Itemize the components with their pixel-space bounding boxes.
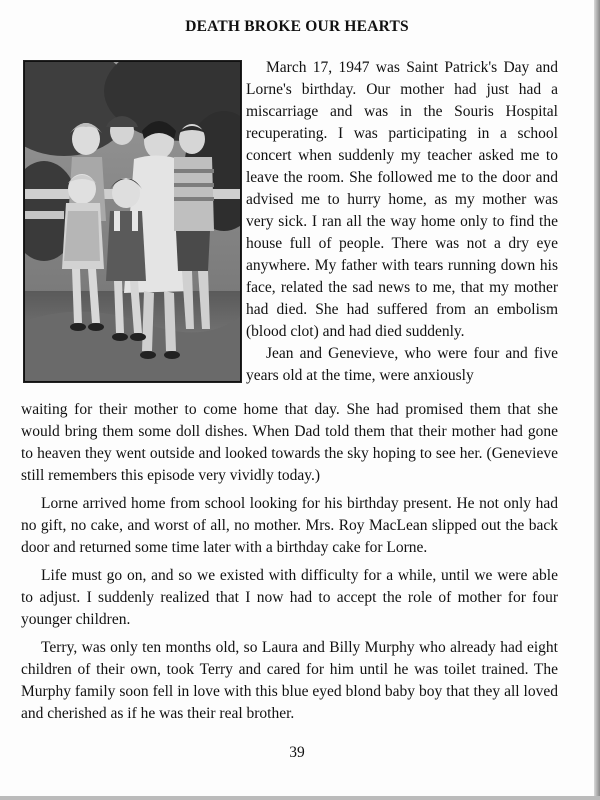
family-photo-drawing [24, 61, 241, 382]
paragraph-2-start: Jean and Genevieve, who were four and five years old at the time, were anxiously [246, 345, 558, 384]
wrapped-text-block [246, 57, 558, 387]
paragraph-5: Terry, was only ten months old, so Laura and Billy Murphy who already had eight children of their own, took Terry and cared for him until he was toilet trained. The Murphy family soon fell in love with this blue eyed blond baby boy that they all loved and cherished as if he was their real brother. [21, 639, 558, 722]
paragraph-2-continued: waiting for their mother to come home that day. She had promised them that she would bring them some doll dishes. When Dad told them that their mother had gone to heaven they went outside and looked towards the sky hoping to see her. (Genevieve still remembers this episode very vividly today.) [21, 401, 558, 484]
page-number: 39 [289, 744, 305, 761]
paragraph-3: Lorne arrived home from school looking for his birthday present. He not only had no gift, no cake, and worst of all, no mother. Mrs. Roy MacLean slipped out the back door and returned some time later with a birthday cake for Lorne. [21, 495, 558, 556]
full-width-text-block [21, 399, 558, 731]
paragraph-4: Life must go on, and so we existed with difficulty for a while, until we were able to adjust. I suddenly realized that I now had to accept the role of mother for four younger children. [21, 567, 558, 628]
page-edge-shadow [594, 0, 600, 800]
paragraph-1: March 17, 1947 was Saint Patrick's Day and Lorne's birthday. Our mother had just had a miscarriage and was in the Souris Hospital recuperating. I was participating in a school concert when suddenly my teacher asked me to leave the room. She followed me to the door and advised me to hurry home, as my mother was very sick. I ran all the way home only to find the house full of people. There was not a dry eye anywhere. My father with tears running down his face, related the sad news to me, that my mother had died. She had suffered from an embolism (blood clot) and had died suddenly. [246, 59, 558, 340]
family-photo [23, 60, 242, 383]
page-title: DEATH BROKE OUR HEARTS [185, 18, 409, 35]
page-bottom-edge [0, 796, 600, 800]
